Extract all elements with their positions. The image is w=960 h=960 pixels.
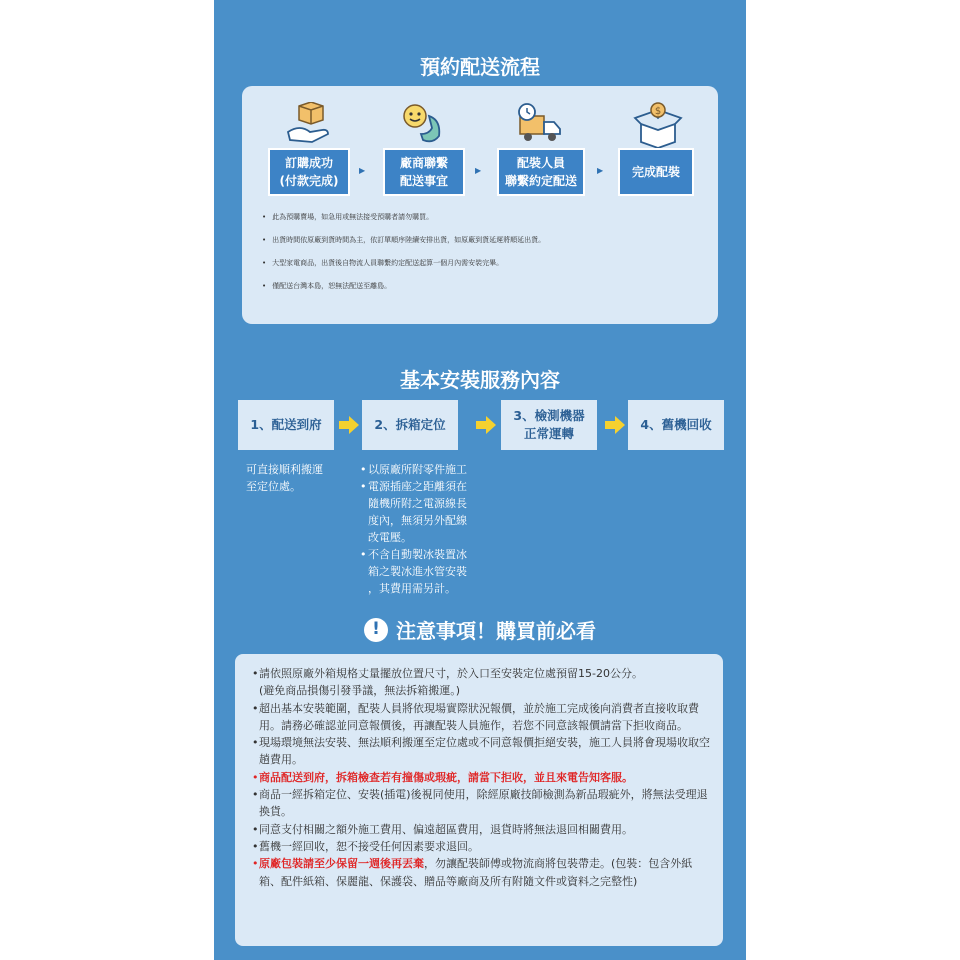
list-item: • 舊機一經回收，恕不接受任何因素要求退回。: [252, 838, 714, 855]
list-item: • 此為預購賣場，如急用或無法接受預購者請勿購買。: [262, 212, 545, 222]
arrow-right-icon: [605, 416, 625, 434]
list-item: • 商品配送到府，拆箱檢查若有撞傷或瑕疵，請當下拒收，並且來電告知客服。: [252, 769, 714, 786]
truck-clock-icon: [514, 102, 564, 148]
step-arrow-icon: ▶: [597, 166, 604, 175]
install-step-3: 3、檢測機器 正常運轉: [501, 400, 597, 450]
delivery-step-3: 配裝人員 聯繫約定配送: [497, 148, 585, 196]
exclamation-icon: !: [364, 618, 388, 642]
delivery-title: 預約配送流程: [420, 55, 540, 79]
notice-card: [235, 654, 723, 946]
arrow-right-icon: [476, 416, 496, 434]
list-item: • 僅配送台灣本島，恕無法配送至離島。: [262, 281, 545, 291]
list-item: • 出貨時間依原廠到貨時間為主，依訂單順序陸續安排出貨，如原廠到貨延遲將順延出貨。: [262, 235, 545, 245]
phone-smile-icon: [399, 102, 449, 148]
arrow-right-icon: [339, 416, 359, 434]
list-item: • 請依照原廠外箱規格丈量擺放位置尺寸，於入口至安裝定位處預留15-20公分。 (避免商品損傷引發爭議，無法拆箱搬運。): [252, 665, 714, 700]
list-item: • 同意支付相關之額外施工費用、偏遠超區費用，退貨時將無法退回相關費用。: [252, 821, 714, 838]
delivery-step-2: 廠商聯繫 配送事宜: [383, 148, 465, 196]
delivery-step-4: 完成配裝: [618, 148, 694, 196]
notice-title: ! 注意事項！購買前必看: [214, 615, 746, 644]
install-step-2-desc: [360, 461, 490, 597]
delivery-notes: [262, 212, 545, 304]
install-step-4: 4、舊機回收: [628, 400, 724, 450]
step-arrow-icon: ▶: [475, 166, 482, 175]
list-item: • 超出基本安裝範圍，配裝人員將依現場實際狀況報價，並於施工完成後向消費者直接收取費用。請務必確認並同意報價後，再讓配裝人員施作，若您不同意該報價請當下拒收商品。: [252, 700, 714, 735]
svg-text:$: $: [654, 106, 662, 117]
list-item: • 原廠包裝請至少保留一週後再丟棄，勿讓配裝師傅或物流商將包裝帶走。(包裝：包含外紙箱、配件紙箱、保麗龍、保護袋、贈品等廠商及所有附隨文件或資料之完整性): [252, 855, 714, 890]
product-info-panel: [214, 0, 746, 960]
notice-list: [252, 665, 714, 890]
list-item: • 大型家電商品，出貨後自物流人員聯繫約定配送起算一個月內需安裝完畢。: [262, 258, 545, 268]
box-hand-icon: [284, 102, 334, 148]
open-box-dollar-icon: [633, 102, 683, 148]
list-item: • 不含自動製冰裝置冰 箱之製冰進水管安裝 ，其費用需另計。: [360, 546, 490, 597]
install-title: 基本安裝服務內容: [400, 368, 560, 392]
list-item: • 商品一經拆箱定位、安裝(插電)後視同使用，除經原廠技師檢測為新品瑕疵外，將無法受理退換貨。: [252, 786, 714, 821]
step-arrow-icon: ▶: [359, 166, 366, 175]
list-item: • 以原廠所附零件施工: [360, 461, 490, 478]
list-item: • 現場環境無法安裝、無法順利搬運至定位處或不同意報價拒絕安裝，施工人員將會現場收取空趟費用。: [252, 734, 714, 769]
list-item: • 電源插座之距離須在 隨機所附之電源線長 度內，無須另外配線 改電壓。: [360, 478, 490, 546]
delivery-card: [242, 86, 718, 324]
install-step-1-desc: 可直接順利搬運 至定位處。: [246, 463, 323, 493]
install-step-1: 1、配送到府: [238, 400, 334, 450]
install-step-2: 2、拆箱定位: [362, 400, 458, 450]
delivery-step-1: 訂購成功 (付款完成): [268, 148, 350, 196]
